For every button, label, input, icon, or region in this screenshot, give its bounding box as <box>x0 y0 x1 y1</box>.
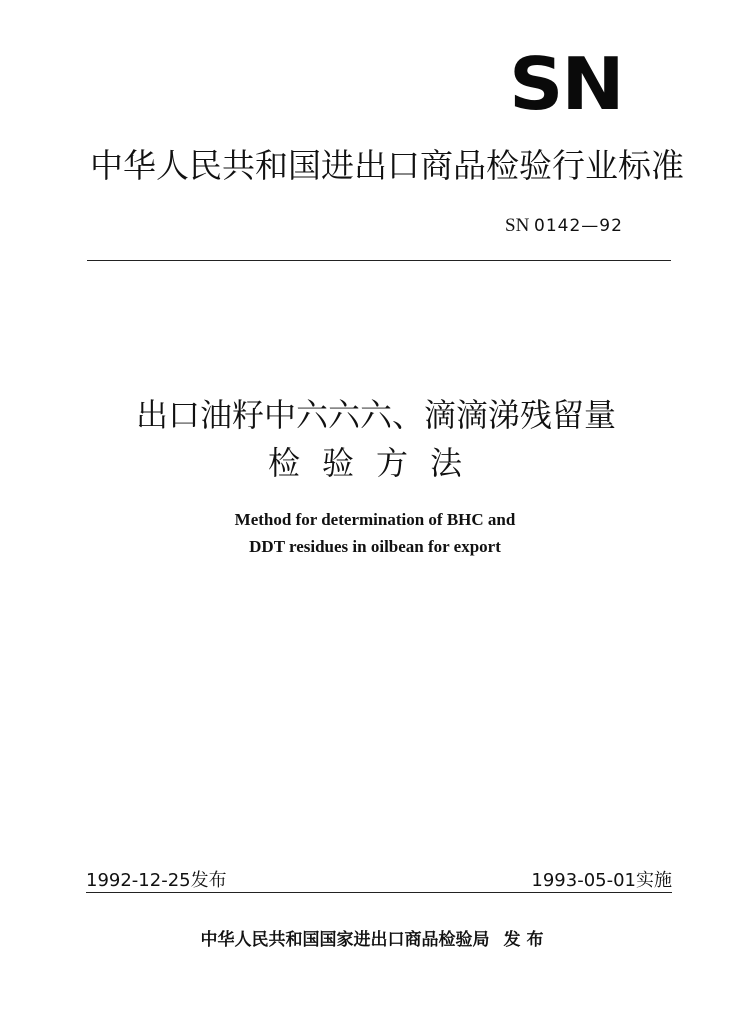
document-title-cn-line2: 检验方法 <box>267 444 484 482</box>
standard-code: 0142—92 <box>534 216 623 236</box>
publisher-name: 中华人民共和国国家进出口商品检验局 <box>200 930 490 950</box>
issue-date: 1992-12-25发布 <box>86 870 227 891</box>
standard-prefix: SN <box>505 215 530 236</box>
footer-divider <box>86 892 672 893</box>
publish-word: 发布 <box>503 930 550 950</box>
implementation-date: 1993-05-01实施 <box>531 870 672 891</box>
publisher-line <box>0 927 730 953</box>
agency-standard-heading: 中华人民共和国进出口商品检验行业标准 <box>90 146 684 185</box>
sn-logo: SN <box>509 42 623 126</box>
document-title-cn-line1: 出口油籽中六六六、滴滴涕残留量 <box>135 396 616 434</box>
document-title-en-line2: DDT residues in oilbean for export <box>249 537 501 556</box>
document-title-en <box>0 506 730 560</box>
header-divider <box>87 260 671 261</box>
document-title-en-line1: Method for determination of BHC and <box>234 510 516 529</box>
standard-number <box>505 214 623 238</box>
